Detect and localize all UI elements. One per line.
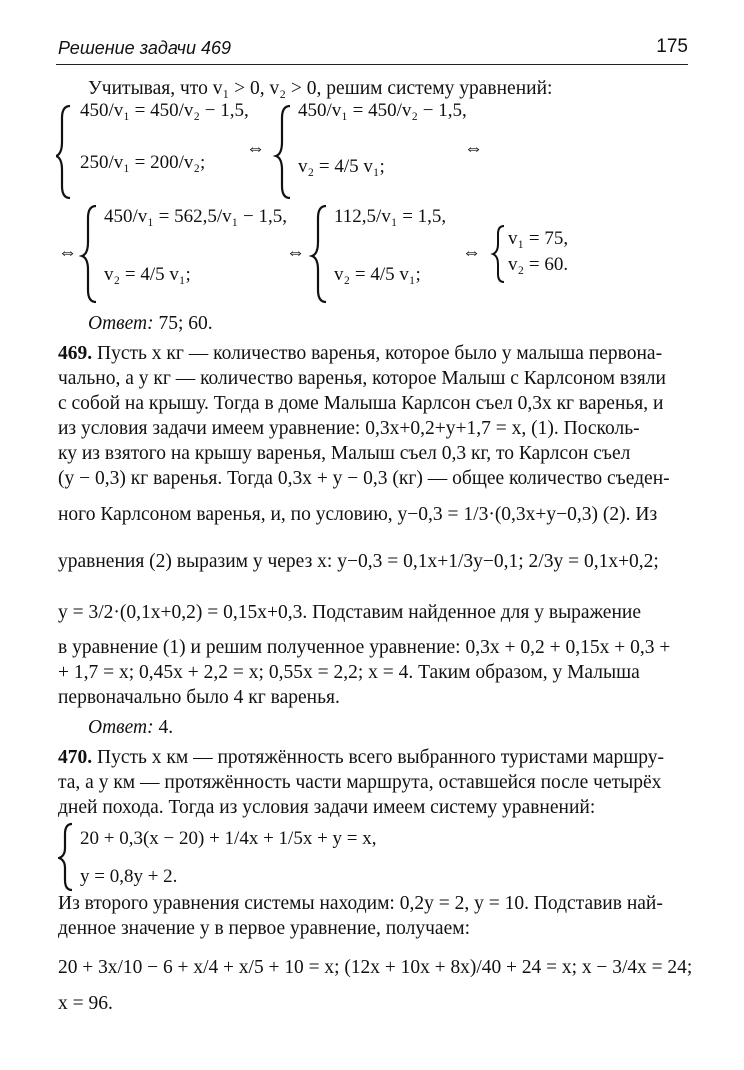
p469-line-12: первоначально было 4 кг варенья.	[58, 687, 340, 708]
p470-system-row2: y = 0,8y + 2.	[80, 866, 178, 887]
equiv-arrow-3: ⇔	[58, 242, 77, 263]
p469-line-6: (y − 0,3) кг варенья. Тогда 0,3x + y − 0,3 (кг) — общее количество съеден-	[58, 468, 670, 489]
system4-row1: 112,5/v₁ = 1,5,	[334, 206, 447, 227]
p469-line-7: ного Карлсоном варенья, и, по условию, y−0,3 = 1/3·(0,3x+y−0,3) (2). Из	[58, 504, 658, 525]
system1-row2: 250/v₁ = 200/v₂;	[80, 152, 206, 173]
problem-number-470: 470.	[58, 747, 93, 768]
answer-value: 75; 60.	[158, 313, 213, 334]
p470-line-4: Из второго уравнения системы находим: 0,2y = 2, y = 10. Подставив най-	[58, 893, 663, 914]
p470-line-3: дней похода. Тогда из условия задачи имеем систему уравнений:	[58, 797, 596, 818]
p469-text-1: Пусть x кг — количество варенья, которое было у малыша первона-	[92, 343, 663, 364]
p469-line-3: с собой на крышу. Тогда в доме Малыша Карлсон съел 0,3x кг варенья, и	[58, 393, 664, 414]
page-number: 175	[656, 36, 688, 57]
answer-label: Ответ:	[88, 313, 154, 334]
intro-line: Учитывая, что v₁ > 0, v₂ > 0, решим систему уравнений:	[88, 78, 553, 99]
system4-row2: v₂ = 4/5 v₁;	[334, 264, 421, 285]
system3-row2: v₂ = 4/5 v₁;	[104, 264, 191, 285]
running-header-title: Решение задачи 469	[58, 38, 231, 58]
p470-system-brace	[58, 820, 78, 892]
header-rule	[56, 64, 688, 65]
answer-value: 4.	[158, 717, 174, 738]
equiv-arrow-1: ⇔	[246, 138, 265, 159]
p469-line-1	[58, 342, 662, 366]
p469-line-5: ку из взятого на крышу варенья, Малыш съел 0,3 кг, то Карлсон съел	[58, 443, 631, 464]
equiv-arrow-5: ⇔	[462, 242, 481, 263]
equiv-arrow-4: ⇔	[286, 242, 305, 263]
p470-line-2: та, а y км — протяжённость части маршрута, оставшейся после четырёх	[58, 772, 662, 793]
p469-line-10: в уравнение (1) и решим полученное уравнение: 0,3x + 0,2 + 0,15x + 0,3 +	[58, 637, 671, 658]
answer-469	[88, 716, 173, 740]
p470-line-1	[58, 746, 664, 770]
p470-line-6: 20 + 3x/10 − 6 + x/4 + x/5 + 10 = x; (12x + 10x + 8x)/40 + 24 = x; x − 3/4x = 24;	[58, 957, 693, 978]
problem-number-469: 469.	[58, 343, 93, 364]
p470-system-row1: 20 + 0,3(x − 20) + 1/4x + 1/5x + y = x,	[80, 828, 377, 849]
answer-label: Ответ:	[88, 717, 154, 738]
p470-line-7: x = 96.	[58, 993, 113, 1014]
p469-line-11: + 1,7 = x; 0,45x + 2,2 = x; 0,55x = 2,2; x = 4. Таким образом, у Малыша	[58, 662, 640, 683]
system2-row2: v₂ = 4/5 v₁;	[298, 156, 385, 177]
p470-text-1: Пусть x км — протяжённость всего выбранного туристами маршру-	[92, 747, 665, 768]
p469-line-4: из условия задачи имеем уравнение: 0,3x+0,2+y+1,7 = x, (1). Посколь-	[58, 418, 640, 439]
equiv-arrow-2: ⇔	[464, 138, 483, 159]
system2-row1: 450/v₁ = 450/v₂ − 1,5,	[298, 100, 467, 121]
p469-line-2: чально, а y кг — количество варенья, которое Малыш с Карлсоном взяли	[58, 368, 666, 389]
system3-row1: 450/v₁ = 562,5/v₁ − 1,5,	[104, 206, 287, 227]
p470-line-5: денное значение y в первое уравнение, получаем:	[58, 918, 470, 939]
answer-469-prev	[88, 312, 213, 336]
system5-row2: v₂ = 60.	[508, 254, 569, 275]
p469-line-9: y = 3/2·(0,1x+0,2) = 0,15x+0,3. Подставим найденное для y выражение	[58, 602, 641, 623]
system1-row1: 450/v₁ = 450/v₂ − 1,5,	[80, 100, 249, 121]
p469-line-8: уравнения (2) выразим y через x: y−0,3 = 0,1x+1/3y−0,1; 2/3y = 0,1x+0,2;	[58, 551, 659, 572]
system5-row1: v₁ = 75,	[508, 228, 569, 249]
